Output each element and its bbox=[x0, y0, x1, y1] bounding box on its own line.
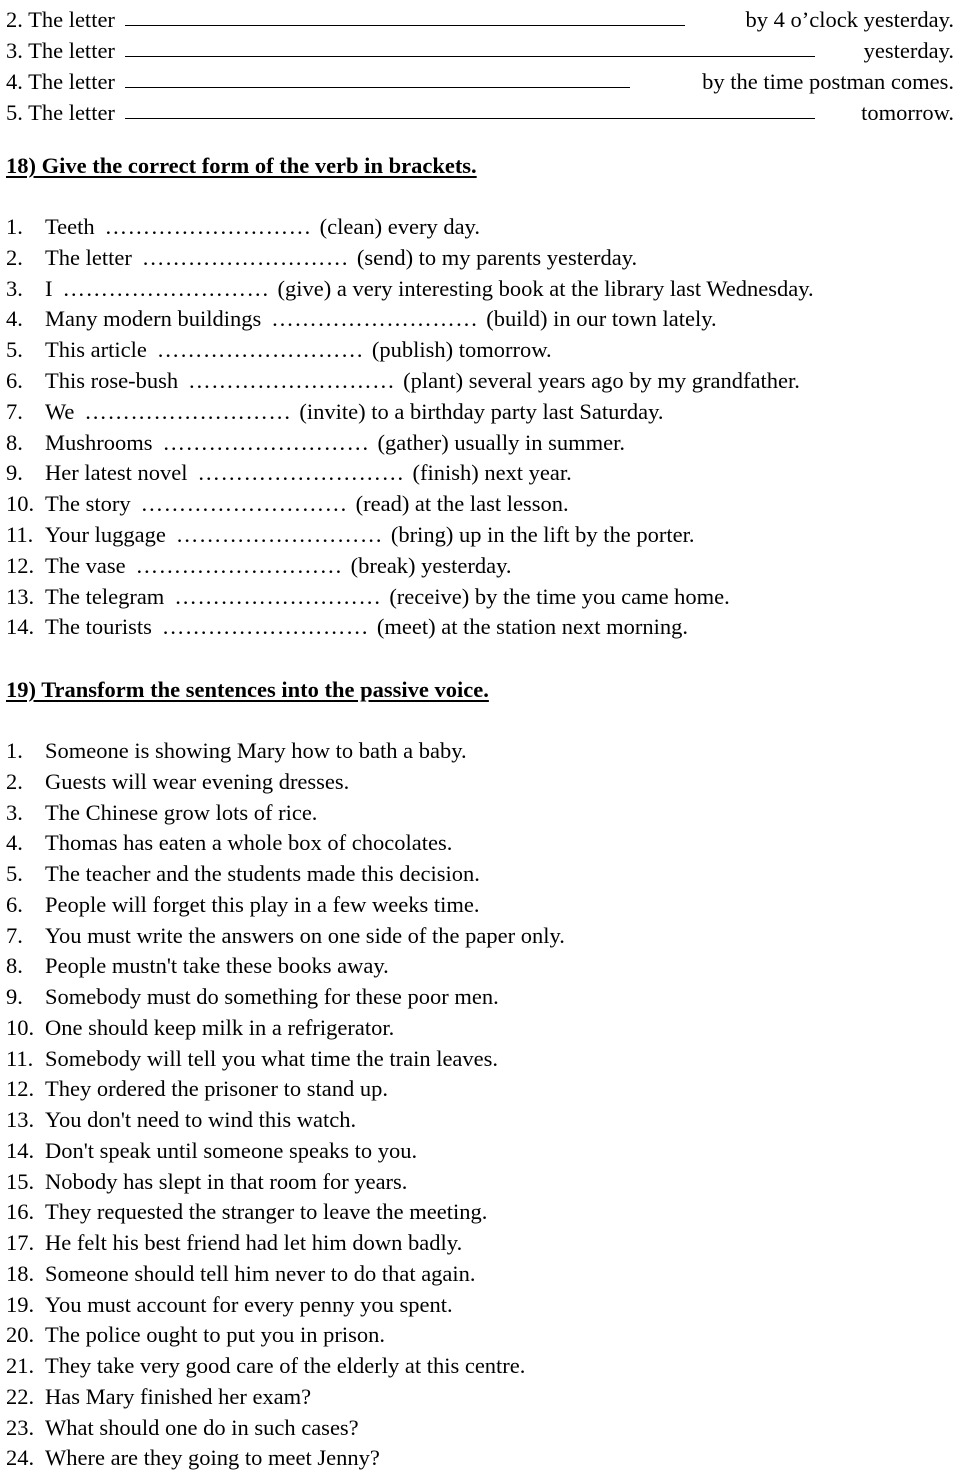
item-text bbox=[45, 493, 569, 516]
item-sentence: Nobody has slept in that room for years. bbox=[45, 1168, 408, 1194]
item-number: 13. bbox=[6, 1107, 35, 1132]
item-number: 10. bbox=[6, 491, 35, 517]
answer-dots-blank[interactable]: ……………………… bbox=[188, 368, 396, 393]
item-sentence: You don't need to wind this watch. bbox=[45, 1107, 357, 1132]
item-number: 14. bbox=[6, 614, 35, 640]
item-number: 16. bbox=[6, 1199, 35, 1225]
verb-exercise-item bbox=[0, 583, 960, 617]
item-number: 5. bbox=[6, 861, 23, 886]
item-prompt: (send) to my parents yesterday. bbox=[356, 244, 638, 270]
item-number: 17. bbox=[6, 1230, 35, 1255]
passive-exercise-item bbox=[0, 1355, 960, 1386]
item-subject: Mushrooms bbox=[45, 429, 153, 455]
passive-exercise-item bbox=[0, 1383, 960, 1417]
verb-exercise-item bbox=[0, 244, 960, 278]
item-subject: This rose-bush bbox=[45, 368, 179, 393]
completion-lead: 3. The letter bbox=[6, 37, 115, 63]
passive-exercise-item bbox=[0, 1260, 960, 1294]
completion-tail: by 4 o’clock yesterday. bbox=[745, 6, 954, 32]
item-sentence: Somebody will tell you what time the train leaves. bbox=[45, 1045, 499, 1071]
item-number: 1. bbox=[6, 214, 23, 239]
passive-exercise-item bbox=[0, 1078, 960, 1109]
item-number: 15. bbox=[6, 1168, 35, 1194]
passive-exercise-item bbox=[0, 891, 960, 925]
verb-exercise-item bbox=[0, 216, 960, 247]
passive-exercise-item bbox=[0, 1109, 960, 1140]
passive-exercise-item bbox=[0, 863, 960, 894]
item-number: 12. bbox=[6, 552, 35, 578]
item-sentence: Has Mary finished her exam? bbox=[45, 1383, 312, 1409]
completion-lead: 5. The letter bbox=[6, 99, 115, 125]
passive-exercise-item bbox=[0, 1014, 960, 1048]
verb-exercise-item bbox=[0, 275, 960, 309]
answer-dots-blank[interactable]: ……………………… bbox=[141, 244, 349, 270]
item-number: 9. bbox=[6, 460, 23, 486]
item-number: 11. bbox=[6, 522, 34, 547]
answer-blank[interactable] bbox=[125, 116, 815, 119]
item-sentence: Someone is showing Mary how to bath a baby. bbox=[45, 738, 467, 763]
answer-dots-blank[interactable]: ……………………… bbox=[135, 552, 343, 578]
item-number: 7. bbox=[6, 398, 23, 424]
item-subject: The tourists bbox=[45, 614, 152, 640]
answer-blank[interactable] bbox=[125, 54, 815, 57]
item-prompt: (finish) next year. bbox=[412, 460, 572, 486]
item-subject: The story bbox=[45, 491, 131, 517]
item-sentence: They ordered the prisoner to stand up. bbox=[45, 1076, 389, 1102]
answer-dots-blank[interactable]: ……………………… bbox=[62, 275, 270, 301]
item-prompt: (publish) tomorrow. bbox=[371, 337, 552, 363]
item-prompt: (plant) several years ago by my grandfather. bbox=[403, 368, 800, 393]
passive-exercise-item bbox=[0, 1201, 960, 1232]
item-number: 6. bbox=[6, 368, 23, 393]
item-sentence: Guests will wear evening dresses. bbox=[45, 768, 350, 794]
item-sentence: Thomas has eaten a whole box of chocolates. bbox=[45, 830, 453, 856]
item-number: 14. bbox=[6, 1137, 35, 1163]
item-subject: I bbox=[45, 275, 53, 301]
item-number: 2. bbox=[6, 768, 23, 794]
passive-exercise-item bbox=[0, 1447, 960, 1478]
item-text bbox=[45, 244, 638, 270]
answer-dots-blank[interactable]: ……………………… bbox=[174, 583, 382, 609]
passive-exercise-item bbox=[0, 832, 960, 863]
completion-line bbox=[6, 93, 954, 124]
item-number: 20. bbox=[6, 1322, 35, 1348]
item-subject: Teeth bbox=[45, 214, 95, 239]
item-number: 19. bbox=[6, 1291, 35, 1317]
item-number: 12. bbox=[6, 1076, 35, 1102]
answer-blank[interactable] bbox=[125, 85, 630, 88]
item-number: 10. bbox=[6, 1014, 35, 1040]
item-text bbox=[45, 552, 512, 578]
item-text bbox=[45, 308, 717, 331]
item-text bbox=[45, 398, 664, 424]
item-number: 4. bbox=[6, 830, 23, 856]
item-subject: Her latest novel bbox=[45, 460, 188, 486]
item-number: 7. bbox=[6, 922, 23, 948]
item-subject: Many modern buildings bbox=[45, 306, 262, 332]
verb-exercise-item bbox=[0, 462, 960, 493]
item-number: 8. bbox=[6, 429, 23, 455]
verb-exercise-item bbox=[0, 524, 960, 555]
item-prompt: (invite) to a birthday party last Saturday. bbox=[299, 398, 664, 424]
answer-dots-blank[interactable]: ……………………… bbox=[161, 614, 369, 640]
passive-exercise-item bbox=[0, 1291, 960, 1325]
item-number: 21. bbox=[6, 1353, 35, 1378]
item-sentence: Where are they going to meet Jenny? bbox=[45, 1445, 380, 1471]
passive-exercise-item bbox=[0, 1137, 960, 1171]
item-subject: This article bbox=[45, 337, 147, 363]
verb-exercise-item bbox=[0, 398, 960, 432]
passive-exercise-item bbox=[0, 1168, 960, 1202]
verb-exercise-item bbox=[0, 429, 960, 463]
item-prompt: (gather) usually in summer. bbox=[377, 429, 625, 455]
item-subject: We bbox=[45, 398, 75, 424]
answer-dots-blank[interactable]: ……………………… bbox=[84, 398, 292, 424]
section-19-heading: 19) Transform the sentences into the passive voice. bbox=[6, 677, 489, 702]
passive-exercise-item bbox=[0, 1324, 960, 1355]
answer-dots-blank[interactable]: ……………………… bbox=[197, 460, 405, 486]
item-text bbox=[45, 462, 572, 485]
item-text bbox=[45, 429, 625, 455]
item-sentence: What should one do in such cases? bbox=[45, 1414, 359, 1440]
item-sentence: He felt his best friend had let him down badly. bbox=[45, 1230, 463, 1255]
item-number: 4. bbox=[6, 306, 23, 332]
verb-exercise-item bbox=[0, 552, 960, 586]
item-subject: The telegram bbox=[45, 583, 165, 609]
item-prompt: (break) yesterday. bbox=[350, 552, 512, 578]
item-sentence: Don't speak until someone speaks to you. bbox=[45, 1137, 418, 1163]
item-number: 3. bbox=[6, 799, 23, 825]
completion-lead: 4. The letter bbox=[6, 68, 115, 94]
item-number: 13. bbox=[6, 583, 35, 609]
item-prompt: (clean) every day. bbox=[319, 214, 480, 239]
answer-dots-blank[interactable]: ……………………… bbox=[104, 214, 312, 239]
answer-blank[interactable] bbox=[125, 23, 685, 26]
item-prompt: (read) at the last lesson. bbox=[355, 491, 569, 517]
item-subject: Your luggage bbox=[45, 522, 166, 547]
item-number: 2. bbox=[6, 244, 23, 270]
answer-dots-blank[interactable]: ……………………… bbox=[175, 522, 383, 547]
item-subject: The vase bbox=[45, 552, 126, 578]
item-sentence: They requested the stranger to leave the meeting. bbox=[45, 1199, 488, 1225]
passive-exercise-item bbox=[0, 740, 960, 771]
verb-exercise-item bbox=[0, 308, 960, 339]
passive-exercise-item bbox=[0, 955, 960, 986]
item-text bbox=[45, 275, 814, 301]
item-text bbox=[45, 616, 688, 639]
item-number: 3. bbox=[6, 275, 23, 301]
item-prompt: (bring) up in the lift by the porter. bbox=[390, 522, 695, 547]
answer-dots-blank[interactable]: ……………………… bbox=[271, 306, 479, 332]
completion-line bbox=[6, 62, 954, 93]
completion-tail: by the time postman comes. bbox=[702, 68, 954, 94]
passive-exercise-item bbox=[0, 1414, 960, 1448]
item-number: 6. bbox=[6, 891, 23, 917]
item-prompt: (meet) at the station next morning. bbox=[376, 614, 689, 640]
verb-exercise-item bbox=[0, 493, 960, 524]
item-sentence: The police ought to put you in prison. bbox=[45, 1322, 385, 1348]
answer-dots-blank[interactable]: ……………………… bbox=[162, 429, 370, 455]
completion-lead: 2. The letter bbox=[6, 6, 115, 32]
verb-exercise-item bbox=[0, 370, 960, 401]
passive-exercise-item bbox=[0, 922, 960, 956]
item-text bbox=[45, 583, 730, 609]
item-number: 1. bbox=[6, 738, 23, 763]
item-sentence: You must account for every penny you spent. bbox=[45, 1291, 453, 1317]
answer-dots-blank[interactable]: ……………………… bbox=[140, 491, 348, 517]
item-subject: The letter bbox=[45, 244, 132, 270]
item-text bbox=[45, 370, 800, 393]
passive-exercise-item bbox=[0, 986, 960, 1017]
item-number: 11. bbox=[6, 1045, 34, 1071]
item-sentence: The Chinese grow lots of rice. bbox=[45, 799, 318, 825]
verb-exercise-item bbox=[0, 616, 960, 647]
passive-exercise-item bbox=[0, 768, 960, 802]
section-18-heading: 18) Give the correct form of the verb in brackets. bbox=[6, 153, 477, 178]
passive-exercise-item bbox=[0, 799, 960, 833]
item-sentence: One should keep milk in a refrigerator. bbox=[45, 1014, 395, 1040]
item-sentence: People mustn't take these books away. bbox=[45, 953, 389, 979]
item-number: 8. bbox=[6, 953, 23, 979]
completion-tail: yesterday. bbox=[863, 37, 954, 63]
item-number: 18. bbox=[6, 1260, 35, 1286]
item-number: 9. bbox=[6, 984, 23, 1009]
item-prompt: (receive) by the time you came home. bbox=[389, 583, 730, 609]
item-number: 5. bbox=[6, 337, 23, 363]
answer-dots-blank[interactable]: ……………………… bbox=[156, 337, 364, 363]
verb-exercise-item bbox=[0, 339, 960, 370]
item-sentence: You must write the answers on one side of the paper only. bbox=[45, 922, 565, 948]
passive-exercise-item bbox=[0, 1232, 960, 1263]
item-sentence: The teacher and the students made this decision. bbox=[45, 861, 480, 886]
item-number: 23. bbox=[6, 1414, 35, 1440]
item-text bbox=[45, 524, 695, 547]
item-prompt: (give) a very interesting book at the library last Wednesday. bbox=[277, 275, 814, 301]
completion-line bbox=[6, 0, 954, 31]
completion-line bbox=[6, 31, 954, 62]
item-text bbox=[45, 216, 480, 239]
completion-tail: tomorrow. bbox=[861, 99, 954, 125]
passive-exercise-item bbox=[0, 1045, 960, 1079]
item-number: 24. bbox=[6, 1445, 35, 1471]
item-sentence: People will forget this play in a few weeks time. bbox=[45, 891, 480, 917]
item-number: 22. bbox=[6, 1383, 35, 1409]
item-sentence: They take very good care of the elderly at this centre. bbox=[45, 1353, 526, 1378]
item-text bbox=[45, 339, 552, 362]
item-sentence: Someone should tell him never to do that again. bbox=[45, 1260, 476, 1286]
item-prompt: (build) in our town lately. bbox=[486, 306, 717, 332]
item-sentence: Somebody must do something for these poor men. bbox=[45, 984, 499, 1009]
